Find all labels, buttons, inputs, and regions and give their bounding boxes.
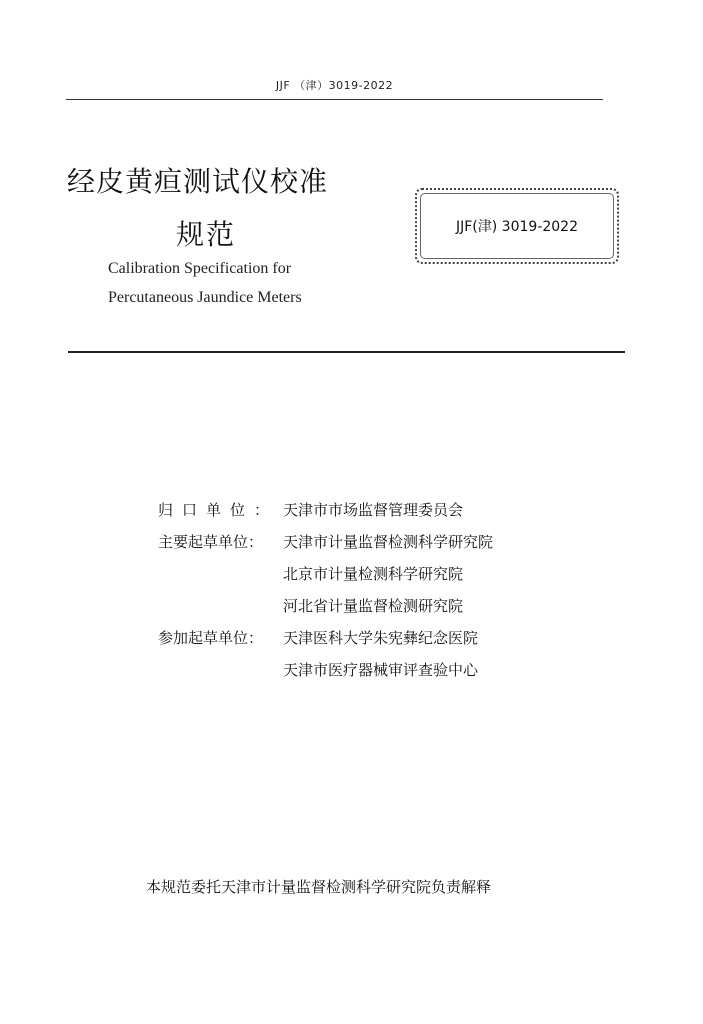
standard-code-box-text: JJF(津) 3019-2022: [456, 219, 578, 235]
main-drafting-value: 天津市计量监督检测科学研究院: [283, 533, 494, 551]
responsible-unit-row: [158, 500, 578, 532]
main-drafting-row: [158, 596, 578, 628]
responsible-unit-value: 天津市市场监督管理委员会: [283, 501, 464, 519]
title-rule: [68, 351, 625, 353]
title-chinese-line2: 规范: [176, 218, 237, 251]
participating-row: [158, 628, 578, 660]
title-chinese-line1: 经皮黄疸测试仪校准: [67, 165, 329, 198]
main-drafting-row: [158, 532, 578, 564]
organizations-block: [158, 500, 578, 692]
main-drafting-label: 主要起草单位：: [158, 533, 264, 551]
main-drafting-value: 北京市计量检测科学研究院: [283, 565, 464, 583]
standard-code-box: [415, 188, 619, 264]
header-standard-code: JJF （津）3019-2022: [275, 79, 394, 92]
participating-row: [158, 660, 578, 692]
main-drafting-row: [158, 564, 578, 596]
interpretation-note: 本规范委托天津市计量监督检测科学研究院负责解释: [146, 878, 492, 896]
responsible-unit-label: 归口单位：: [158, 501, 279, 519]
participating-value: 天津市医疗器械审评查验中心: [283, 661, 479, 679]
title-english-line2: Percutaneous Jaundice Meters: [108, 289, 302, 306]
participating-label: 参加起草单位：: [158, 629, 264, 647]
header-rule: [66, 99, 603, 100]
main-drafting-value: 河北省计量监督检测研究院: [283, 597, 464, 615]
participating-value: 天津医科大学朱宪彝纪念医院: [283, 629, 479, 647]
title-english-line1: Calibration Specification for: [108, 260, 292, 277]
